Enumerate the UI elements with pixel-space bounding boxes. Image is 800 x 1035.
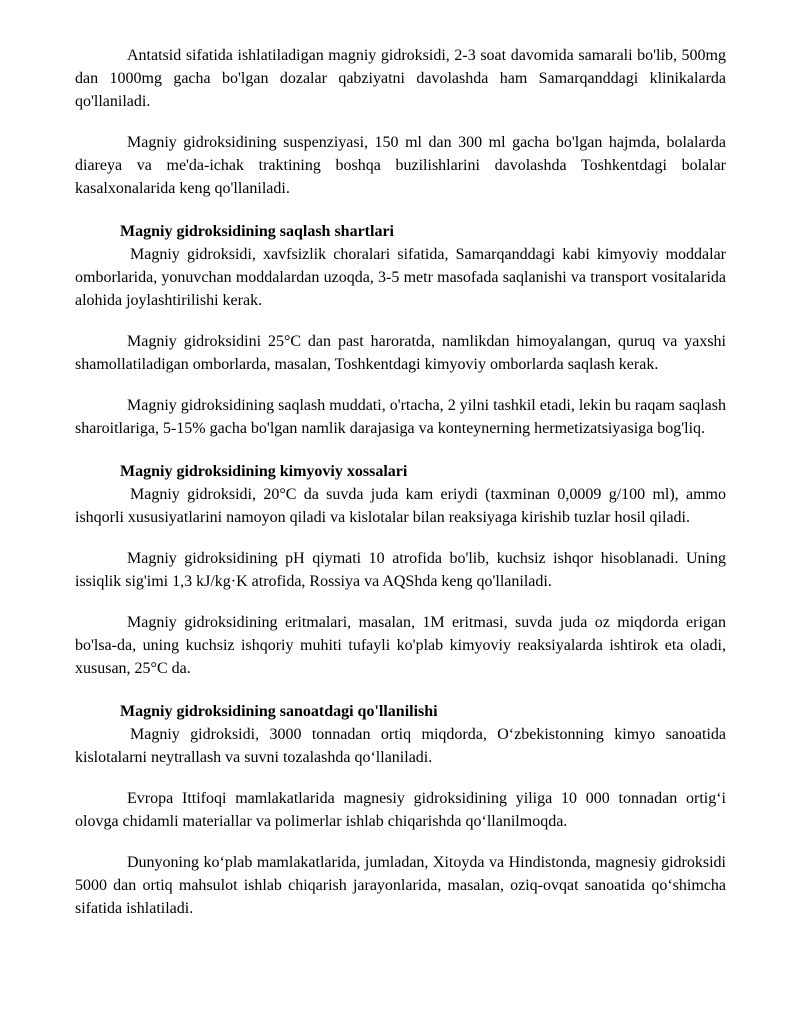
paragraph-ph-value: Magniy gidroksidining pH qiymati 10 atrofida bo'lib, kuchsiz ishqor hisoblanadi. Uning issiqlik sig'imi 1,3 kJ/kg·K atrofida, Rossiya va AQShda keng qo'llaniladi. <box>75 550 726 590</box>
paragraph-storage-shelf-life: Magniy gidroksidining saqlash muddati, o'rtacha, 2 yilni tashkil etadi, lekin bu raqam saqlash sharoitlariga, 5-15% gacha bo'lgan namlik darajasiga va konteynerning hermetizatsiyasiga bog'liq. <box>75 397 726 437</box>
paragraph-storage-temperature: Magniy gidroksidini 25°C dan past haroratda, namlikdan himoyalangan, quruq va yaxshi shamollatiladigan omborlarda, masalan, Toshkentdagi kimyoviy omborlarda saqlash kerak. <box>75 333 726 373</box>
paragraph-suspension-children: Magniy gidroksidining suspenziyasi, 150 ml dan 300 ml gacha bo'lgan hajmda, bolalarda diareya va me'da-ichak traktining boshqa buzilishlarini davolashda Toshkentdagi bolalar kasalxonalarida keng qo'llaniladi. <box>75 134 726 197</box>
document-page <box>75 44 726 920</box>
paragraph-antacid-dosage: Antatsid sifatida ishlatiladigan magniy gidroksidi, 2-3 soat davomida samarali bo'lib, 500mg dan 1000mg gacha bo'lgan dozalar qabziyatni davolashda ham Samarqanddagi klinikalarda qo'llaniladi. <box>75 47 726 110</box>
paragraph-eu-usage: Evropa Ittifoqi mamlakatlarida magnesiy gidroksidining yiliga 10 000 tonnadan ortig‘i olovga chidamli materiallar va polimerlar ishlab chiqarishda qo‘llanilmoqda. <box>75 790 726 830</box>
heading-storage-conditions: Magniy gidroksidining saqlash shartlari <box>120 223 394 240</box>
paragraph-storage-safety: Magniy gidroksidi, xavfsizlik choralari sifatida, Samarqanddagi kabi kimyoviy moddalar omborlarida, yonuvchan moddalardan uzoqda, 3-5 metr masofada saqlanishi va transport vositalarida alohida joylashtirilishi kerak. <box>75 246 726 309</box>
heading-chemical-properties: Magniy gidroksidining kimyoviy xossalari <box>120 463 408 480</box>
paragraph-solubility: Magniy gidroksidi, 20°C da suvda juda kam eriydi (taxminan 0,0009 g/100 ml), ammo ishqorli xususiyatlarini namoyon qiladi va kislotalar bilan reaksiyaga kirishib tuzlar hosil qiladi. <box>75 486 726 526</box>
paragraph-world-usage: Dunyoning ko‘plab mamlakatlarida, jumladan, Xitoyda va Hindistonda, magnesiy gidroksidi 5000 dan ortiq mahsulot ishlab chiqarish jarayonlarida, masalan, oziq-ovqat sanoatida qo‘shimcha sifatida ishlatiladi. <box>75 854 726 917</box>
paragraph-uzbekistan-industry: Magniy gidroksidi, 3000 tonnadan ortiq miqdorda, O‘zbekistonning kimyo sanoatida kislotalarni neytrallash va suvni tozalashda qo‘llaniladi. <box>75 726 726 766</box>
paragraph-solutions: Magniy gidroksidining eritmalari, masalan, 1M eritmasi, suvda juda oz miqdorda erigan bo'lsa-da, uning kuchsiz ishqoriy muhiti tufayli ko'plab kimyoviy reaksiyalarda ishtirok eta oladi, xususan, 25°C da. <box>75 614 726 677</box>
heading-industrial-use: Magniy gidroksidining sanoatdagi qo'llanilishi <box>120 703 438 720</box>
